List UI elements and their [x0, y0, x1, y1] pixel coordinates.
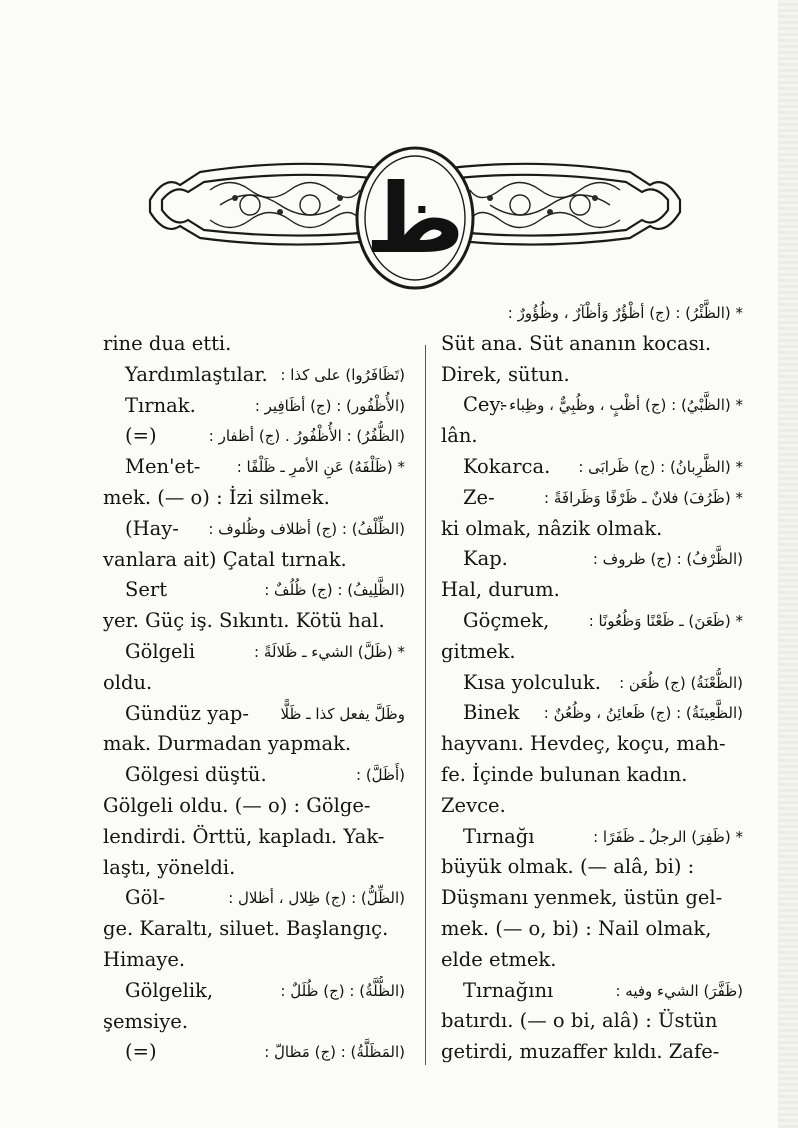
right-column [441, 298, 743, 1068]
dictionary-line [103, 391, 405, 422]
turkish-text: fe. İçinde bulunan kadın. [441, 762, 688, 786]
dictionary-line [103, 699, 405, 730]
arabic-headword: * (الظَّرِبانُ) : (ج) ظَرابَى : [578, 457, 743, 476]
turkish-text: Kap. [463, 547, 508, 571]
dictionary-line [103, 545, 405, 576]
dictionary-line [441, 729, 743, 760]
turkish-text: Düşmanı yenmek, üstün gel- [441, 886, 723, 910]
dictionary-line [441, 575, 743, 606]
arabic-headword: (تَظَافَرُوا) على كذا : [280, 365, 405, 384]
arabic-headword: * (الظَّئْرُ) : (ج) أظْؤُرٌ وَأظْآرٌ ، وظُؤُورٌ : [507, 304, 743, 322]
turkish-text: Süt ana. Süt ananın kocası. [441, 331, 712, 355]
dictionary-line [441, 360, 743, 391]
arabic-headword: وظَلَّ يفعل كذا ـ ظَلًّا [280, 704, 405, 723]
dictionary-line [103, 729, 405, 760]
dictionary-line [441, 914, 743, 945]
dictionary-line [103, 945, 405, 976]
arabic-headword: (ظَفَّرَ) الشيء وفيه : [615, 981, 743, 1000]
dictionary-line [441, 1037, 743, 1068]
dictionary-line [103, 914, 405, 945]
arabic-headword: (الأُظْفُور) : (ج) أظَافِير : [254, 396, 405, 415]
turkish-text: batırdı. (— o bi, alâ) : Üstün [441, 1009, 718, 1033]
turkish-text: Gölgelik, [125, 978, 214, 1002]
left-column [103, 329, 405, 1068]
header-ornament [140, 140, 690, 290]
turkish-text: Gündüz yap- [125, 701, 249, 725]
arabic-headword: (الظَّعِينَةُ) : (ج) ظَعائِنُ ، وظُعُنٌ : [543, 704, 743, 723]
dictionary-line [103, 1007, 405, 1038]
dictionary-line [441, 390, 743, 421]
arabic-headword: * (ظَلَّ) الشيء ـ ظَلالَةً : [254, 642, 405, 661]
arabic-headword: (المَظَلَّةُ) : (ج) مَظالّ : [264, 1043, 405, 1062]
dictionary-line [103, 514, 405, 545]
turkish-text: Himaye. [103, 947, 186, 971]
arabic-headword: * (ظَلْفَهُ) عَنِ الأمرِ ـ ظَلْفًا : [236, 458, 405, 477]
turkish-text: (=) [125, 424, 157, 448]
dictionary-line [103, 452, 405, 483]
turkish-text: Sert [125, 578, 168, 602]
turkish-text: elde etmek. [441, 947, 557, 971]
arabic-headword: (الظُّفُرُ) : الأُظْفُورُ . (ج) أظفار : [208, 427, 405, 446]
arabic-headword: * (الظَّبْيُ) : (ج) أظْبٍ ، وظُبِيٌّ ، وظِباء : [499, 396, 743, 415]
turkish-text: Göl- [125, 886, 166, 910]
arabic-headword: * (ظَفِرَ) الرجلُ ـ ظَفَرًا : [593, 827, 743, 846]
turkish-text: Gölgesi düştü. [125, 763, 267, 787]
turkish-text: büyük olmak. (— alâ, bi) : [441, 855, 695, 879]
dictionary-line [441, 544, 743, 575]
arabic-headword: (الظِّلْفُ) : (ج) أظلاف وظُلوف : [208, 519, 405, 538]
dictionary-line [441, 606, 743, 637]
turkish-text: (Hay- [125, 516, 179, 540]
dictionary-line [441, 421, 743, 452]
dictionary-line [441, 483, 743, 514]
dictionary-line [441, 976, 743, 1007]
turkish-text: Tırnak. [125, 393, 196, 417]
header-letter: ظ [365, 163, 465, 275]
dictionary-line [441, 514, 743, 545]
turkish-text: Göçmek, [463, 608, 550, 632]
dictionary-line [103, 760, 405, 791]
dictionary-line [103, 421, 405, 452]
turkish-text: gitmek. [441, 639, 516, 663]
dictionary-line [441, 329, 743, 360]
turkish-text: vanlara ait) Çatal tırnak. [103, 547, 347, 571]
dictionary-line [441, 668, 743, 699]
arabic-headword: (أَظَلَّ) : [356, 766, 405, 785]
turkish-text: (=) [125, 1040, 157, 1064]
dictionary-line [103, 668, 405, 699]
dictionary-line [103, 329, 405, 360]
dictionary-line [103, 575, 405, 606]
turkish-text: Gölgeli [125, 639, 196, 663]
turkish-text: mek. (— o) : İzi silmek. [103, 485, 330, 509]
turkish-text: mek. (— o, bi) : Nail olmak, [441, 916, 712, 940]
dictionary-line [103, 637, 405, 668]
turkish-text: Tırnağı [463, 824, 535, 848]
arabic-headword: * (ظَرُفَ) فلانٌ ـ ظَرْفًا وَظَرافَةً : [544, 488, 743, 507]
turkish-text: şemsiye. [103, 1009, 189, 1033]
turkish-text: Men'et- [125, 455, 201, 479]
dictionary-line [441, 760, 743, 791]
turkish-text: yer. Güç iş. Sıkıntı. Kötü hal. [103, 609, 385, 633]
dictionary-line [441, 452, 743, 483]
dictionary-line [441, 883, 743, 914]
dictionary-line [103, 822, 405, 853]
turkish-text: Kısa yolculuk. [463, 670, 601, 694]
dictionary-line [441, 791, 743, 822]
scan-edge [778, 0, 798, 1128]
turkish-text: lân. [441, 424, 478, 448]
turkish-text: Direk, sütun. [441, 362, 570, 386]
turkish-text: Gölgeli oldu. (— o) : Gölge- [103, 793, 371, 817]
turkish-text: rine dua etti. [103, 332, 232, 355]
turkish-text: Binek [463, 701, 520, 725]
arabic-headword: (الظِّلُّ) : (ج) ظِلال ، أظلال : [228, 889, 405, 908]
dictionary-line [441, 637, 743, 668]
column-divider [425, 345, 426, 1065]
turkish-text: ge. Karaltı, siluet. Başlangıç. [103, 917, 389, 941]
dictionary-line [103, 1037, 405, 1068]
turkish-text: Kokarca. [463, 454, 551, 478]
dictionary-line [103, 853, 405, 884]
dictionary-line [103, 791, 405, 822]
arabic-headword: (الظُّلَّةُ) : (ج) ظُلَلٌ : [280, 981, 405, 1000]
turkish-text: Hal, durum. [441, 578, 560, 602]
turkish-text: Tırnağını [463, 978, 554, 1002]
turkish-text: ki olmak, nâzik olmak. [441, 516, 663, 540]
dictionary-line [103, 360, 405, 391]
turkish-text: Ze- [463, 485, 495, 509]
turkish-text: Yardımlaştılar. [125, 362, 268, 386]
turkish-text: getirdi, muzaffer kıldı. Zafe- [441, 1040, 720, 1064]
arabic-headword: (الظَّلِيفُ) : (ج) ظُلُفٌ : [264, 581, 405, 600]
arabic-headword: * (ظَعَنَ) ـ ظَعْنًا وَظُعُونًا : [588, 611, 743, 630]
turkish-text: laştı, yöneldi. [103, 855, 236, 879]
dictionary-line [441, 852, 743, 883]
arabic-headword: (الظَّرْفُ) : (ج) ظروف : [592, 550, 743, 569]
dictionary-line [441, 1006, 743, 1037]
turkish-text: Cey- [463, 393, 508, 417]
turkish-text: lendirdi. Örttü, kapladı. Yak- [103, 824, 385, 848]
dictionary-line [441, 945, 743, 976]
dictionary-line [103, 483, 405, 514]
turkish-text: oldu. [103, 670, 153, 694]
dictionary-line [441, 298, 743, 329]
dictionary-line [103, 976, 405, 1007]
turkish-text: mak. Durmadan yapmak. [103, 732, 352, 756]
dictionary-line [103, 883, 405, 914]
turkish-text: hayvanı. Hevdeç, koçu, mah- [441, 732, 726, 756]
dictionary-line [441, 698, 743, 729]
turkish-text: Zevce. [441, 793, 506, 817]
dictionary-line [441, 822, 743, 853]
dictionary-line [103, 606, 405, 637]
arabic-headword: (الظُّعْنَةُ) (ج) ظُعَن : [619, 673, 743, 692]
